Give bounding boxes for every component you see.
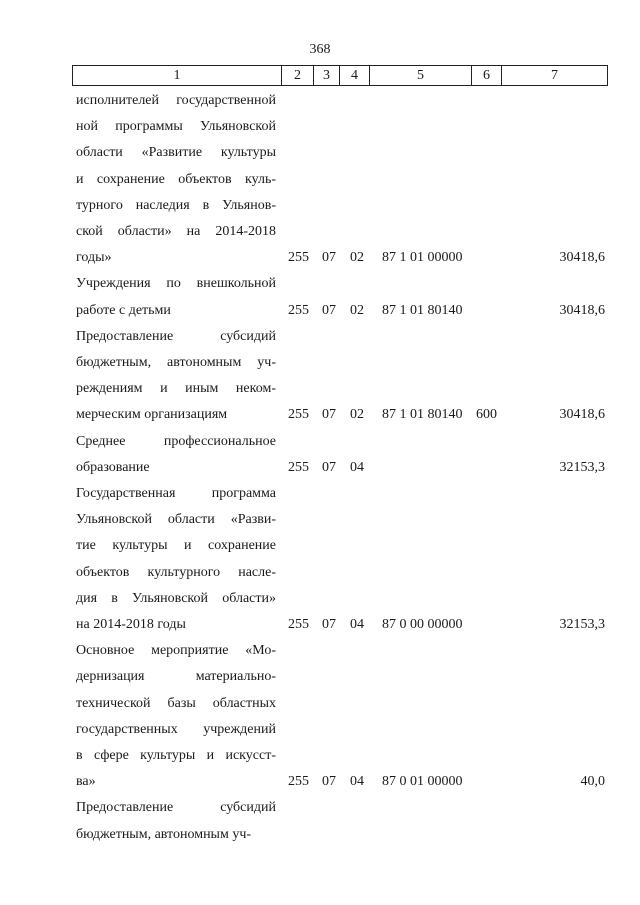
row-2-col-4: 02 <box>350 302 364 318</box>
row-6-name <box>76 638 276 795</box>
row-4-text-line: образование <box>76 459 150 475</box>
row-1-col-3: 07 <box>322 250 336 266</box>
row-4-col-4: 04 <box>350 459 364 475</box>
row-3-col-7: 30418,6 <box>559 407 605 423</box>
row-1-text-line: турного наследия в Ульянов- <box>76 197 276 213</box>
row-2-text-line: Учреждения по внешкольной <box>76 276 276 292</box>
row-6-text-line: Основное мероприятие «Мо- <box>76 643 276 659</box>
column-header-4: 4 <box>339 66 369 85</box>
row-3-text-line: реждениям и иным неком- <box>76 381 276 397</box>
row-6-col-5: 87 0 01 00000 <box>382 774 463 790</box>
row-2-name <box>76 271 276 323</box>
page-number: 368 <box>309 42 331 57</box>
column-header-5: 5 <box>369 66 471 85</box>
row-5-col-2: 255 <box>288 617 309 632</box>
row-3-col-2: 255 <box>288 407 309 423</box>
row-1-text-line: и сохранение объектов куль- <box>76 171 276 187</box>
row-5-text-line: тие культуры и сохранение <box>76 538 276 554</box>
row-6-text-line: технической базы областных <box>76 695 276 711</box>
row-6-col-3: 07 <box>322 774 336 790</box>
row-3-text-line: бюджетным, автономным уч- <box>76 354 276 370</box>
row-5-text-line: Государственная программа <box>76 486 276 501</box>
row-2-col-3: 07 <box>322 302 336 318</box>
column-header-6: 6 <box>471 66 501 85</box>
row-1-text-line: ной программы Ульяновской <box>76 119 276 135</box>
column-header-3: 3 <box>313 66 339 85</box>
row-1-col-7: 30418,6 <box>559 250 605 266</box>
row-6-text-line: государственных учреждений <box>76 721 276 737</box>
row-6-col-2: 255 <box>288 774 309 790</box>
row-1-text-line: области «Развитие культуры <box>76 145 276 161</box>
row-7-text-line: бюджетным, автономным уч- <box>76 826 252 842</box>
row-3-col-6: 600 <box>476 407 497 423</box>
row-1-text-line: годы» <box>76 250 112 266</box>
row-2-col-2: 255 <box>288 302 309 318</box>
row-6-col-7: 40,0 <box>580 774 605 790</box>
row-1-col-2: 255 <box>288 250 309 266</box>
row-7-text-line: Предоставление субсидий <box>76 800 276 816</box>
row-6-text-line: ва» <box>76 774 96 790</box>
row-2-text-line: работе с детьми <box>76 302 171 318</box>
row-3-text-line: Предоставление субсидий <box>76 328 276 344</box>
row-5-col-4: 04 <box>350 617 364 632</box>
row-5-text-line: дия в Ульяновской области» <box>76 590 276 606</box>
column-header-2: 2 <box>281 66 313 85</box>
row-1-col-5: 87 1 01 00000 <box>382 250 463 266</box>
row-3-text-line: мерческим организациям <box>76 407 228 423</box>
row-4-col-7: 32153,3 <box>559 459 605 475</box>
column-header-7: 7 <box>501 66 607 85</box>
row-6-text-line: дернизация материально- <box>76 669 276 685</box>
row-3-col-5: 87 1 01 80140 <box>382 407 463 423</box>
row-1-text-line: ской области» на 2014-2018 <box>76 223 276 239</box>
row-4-col-3: 07 <box>322 459 336 475</box>
row-1-text-line: исполнителей государственной <box>76 93 276 108</box>
row-5-col-3: 07 <box>322 617 336 632</box>
row-5-text-line: на 2014-2018 годы <box>76 616 186 632</box>
row-6-col-4: 04 <box>350 774 364 790</box>
row-5-col-5: 87 0 00 00000 <box>382 617 463 632</box>
row-3-col-4: 02 <box>350 407 364 423</box>
row-4-col-2: 255 <box>288 459 309 475</box>
row-5-text-line: объектов культурного насле- <box>76 564 276 580</box>
row-4-name <box>76 429 276 481</box>
column-header-1: 1 <box>173 68 181 83</box>
row-5-col-7: 32153,3 <box>559 617 605 632</box>
row-2-col-7: 30418,6 <box>559 302 605 318</box>
row-1-col-4: 02 <box>350 250 364 266</box>
row-2-col-5: 87 1 01 80140 <box>382 302 463 318</box>
row-6-text-line: в сфере культуры и искусст- <box>76 747 276 763</box>
table-header <box>72 65 608 86</box>
row-1-name <box>76 88 276 271</box>
row-5-name <box>76 481 276 638</box>
row-5-text-line: Ульяновской области «Разви- <box>76 512 276 528</box>
row-4-text-line: Среднее профессиональное <box>76 433 276 449</box>
row-7-name <box>76 795 276 847</box>
row-3-name <box>76 324 276 429</box>
row-3-col-3: 07 <box>322 407 336 423</box>
